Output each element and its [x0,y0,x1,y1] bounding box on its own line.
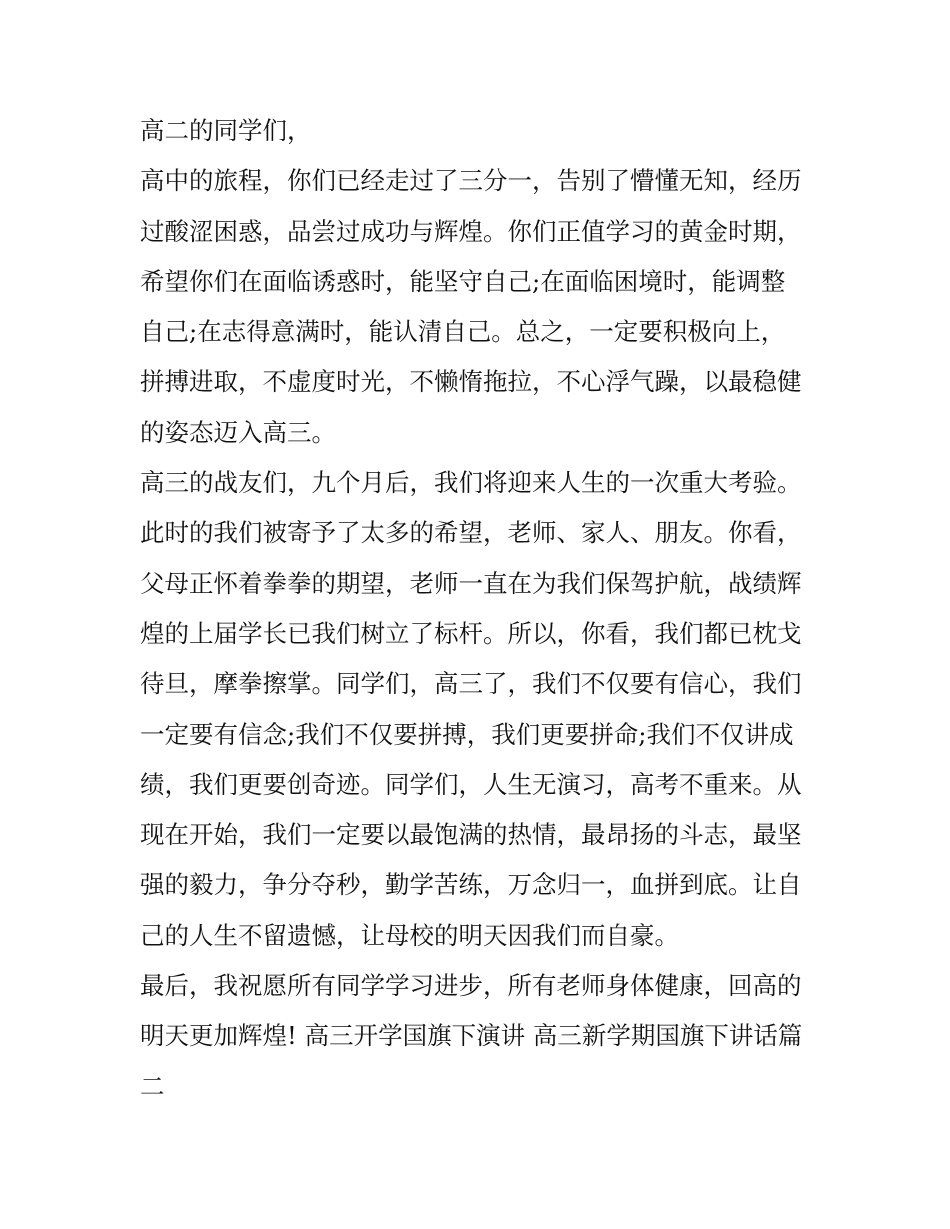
text-line: 一定要有信念;我们不仅要拼搏，我们更要拼命;我们不仅讲成 [140,719,794,749]
text-line: 待旦，摩拳擦掌。同学们，高三了，我们不仅要有信心，我们 [140,669,802,699]
text-line: 过酸涩困惑，品尝过成功与辉煌。你们正值学习的黄金时期， [140,216,802,246]
text-line: 拼搏进取，不虚度时光，不懒惰拖拉，不心浮气躁，以最稳健 [140,367,802,397]
text-line: 高二的同学们， [140,116,312,145]
text-line: 煌的上届学长已我们树立了标杆。所以，你看，我们都已枕戈 [140,618,802,648]
text-line: 希望你们在面临诱惑时，能坚守自己;在面临困境时，能调整 [140,266,786,296]
text-line: 明天更加辉煌! 高三开学国旗下演讲 高三新学期国旗下讲话篇 [140,1021,803,1051]
document-body [140,106,820,1112]
text-line: 最后，我祝愿所有同学学习进步，所有老师身体健康，回高的 [140,971,802,1001]
text-line: 此时的我们被寄予了太多的希望，老师、家人、朋友。你看， [140,518,802,548]
text-line: 己的人生不留遗憾，让母校的明天因我们而自豪。 [140,920,679,950]
text-line: 高中的旅程，你们已经走过了三分一，告别了懵懂无知，经历 [140,166,802,196]
text-line: 强的毅力，争分夺秒，勤学苦练，万念归一，血拼到底。让自 [140,870,802,900]
text-line: 的姿态迈入高三。 [140,417,336,447]
text-line: 绩，我们更要创奇迹。同学们，人生无演习，高考不重来。从 [140,769,802,799]
text-line: 父母正怀着拳拳的期望，老师一直在为我们保驾护航，战绩辉 [140,568,802,598]
text-line: 现在开始，我们一定要以最饱满的热情，最昂扬的斗志，最坚 [140,820,802,850]
text-line: 自己;在志得意满时，能认清自己。总之，一定要积极向上， [140,317,786,347]
text-line: 二 [140,1071,165,1101]
text-line: 高三的战友们，九个月后，我们将迎来人生的一次重大考验。 [140,468,802,498]
